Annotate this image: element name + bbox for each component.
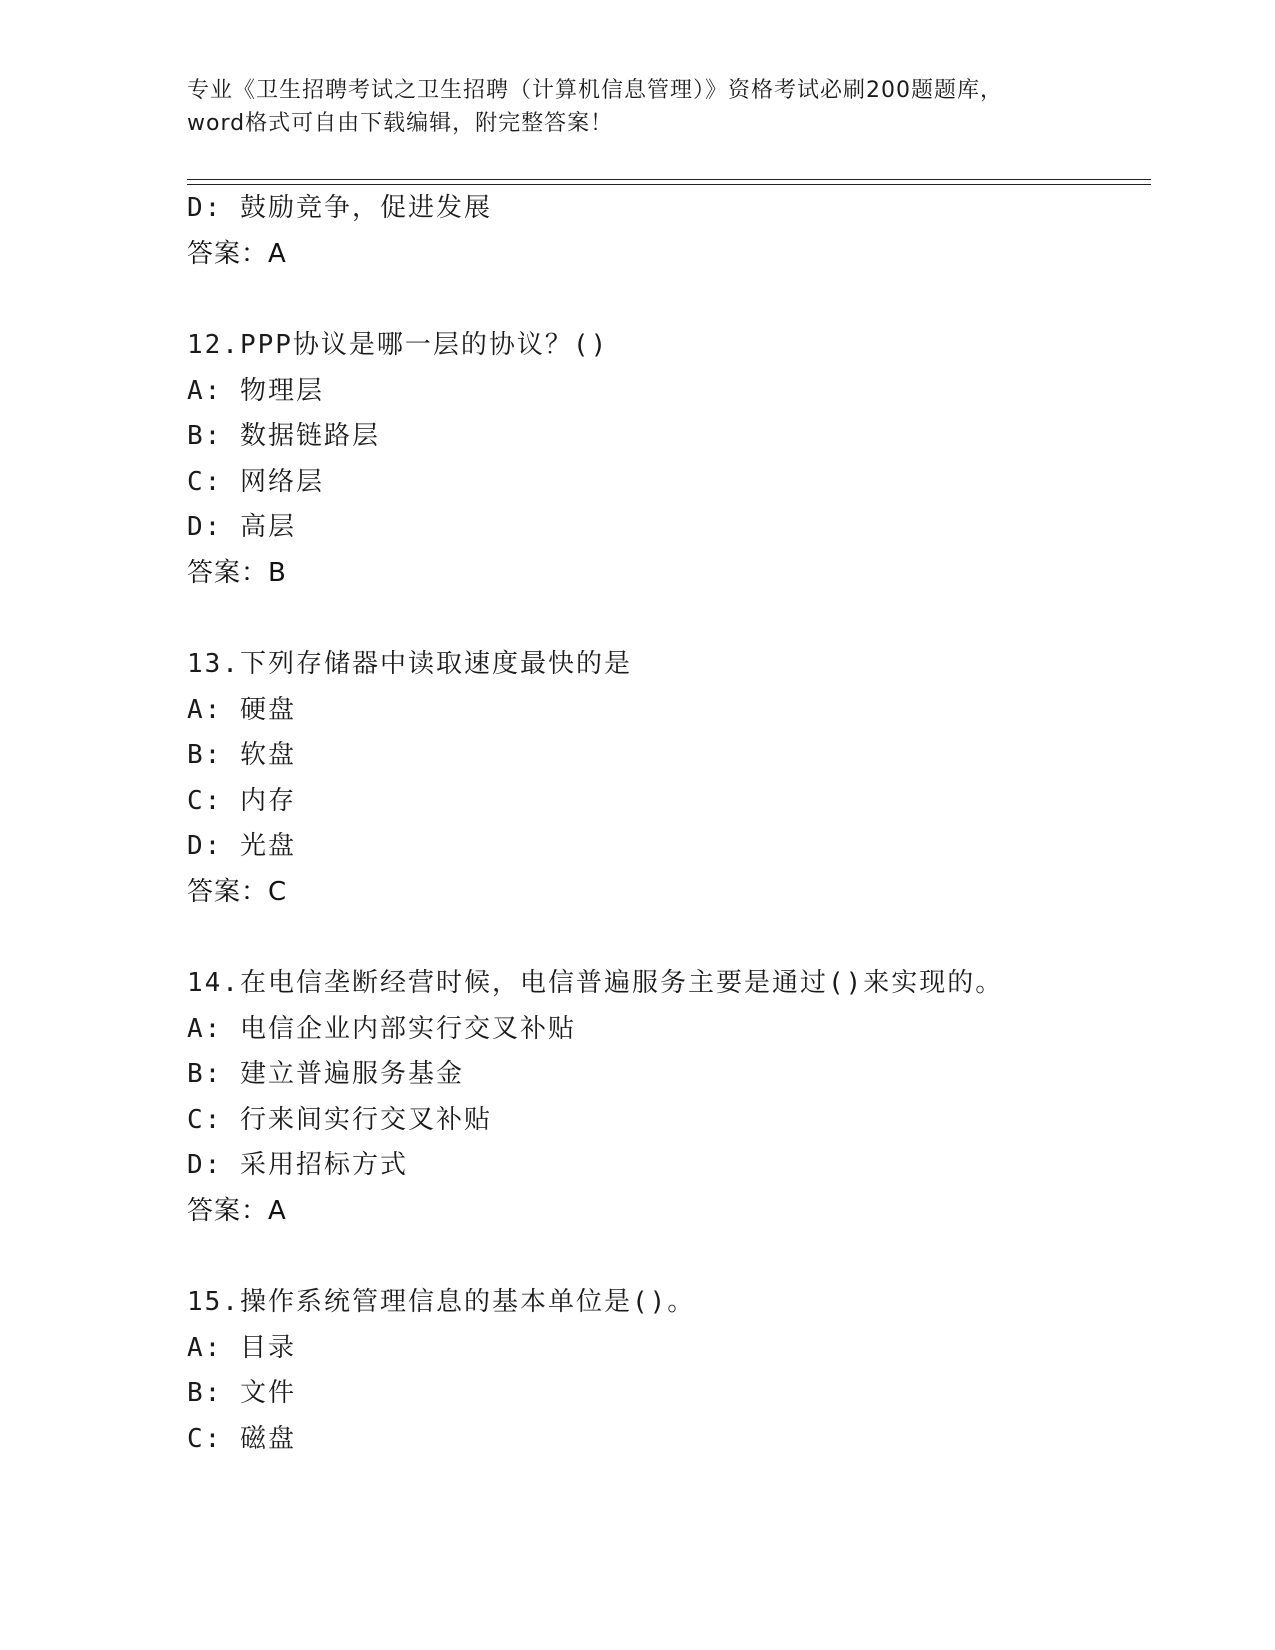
option-b: B: 文件 [187,1378,296,1408]
option-d: D: 高层 [187,512,296,542]
option-b: B: 建立普遍服务基金 [187,1059,464,1089]
option-a: A: 物理层 [187,375,324,406]
option-a: A: 目录 [187,1332,296,1363]
question-12 [187,323,1147,596]
answer-line: 答案：A [187,1195,287,1226]
option-b: B: 数据链路层 [187,421,380,451]
option-c: C: 内存 [187,785,296,816]
question-content [187,186,1147,1462]
option-c: C: 行来间实行交叉补贴 [187,1104,492,1135]
header-title-line-2: word格式可自由下载编辑，附完整答案！ [187,111,614,136]
question-stem: 15.操作系统管理信息的基本单位是()。 [187,1287,696,1317]
answer-line: 答案：C [187,876,288,907]
option-a: A: 电信企业内部实行交叉补贴 [187,1013,576,1044]
document-header [187,74,1087,140]
option-b: B: 软盘 [187,740,296,770]
header-divider-bottom [187,184,1151,185]
spacer [187,1234,1147,1280]
spacer [187,596,1147,642]
question-11-tail [187,186,1147,277]
question-stem: 14.在电信垄断经营时候，电信普遍服务主要是通过()来实现的。 [187,968,1004,998]
header-divider-top [187,179,1151,180]
question-stem: 13.下列存储器中读取速度最快的是 [187,649,632,679]
option-d: D: 光盘 [187,831,296,861]
option-d: D: 鼓励竞争，促进发展 [187,193,492,223]
question-13 [187,642,1147,915]
question-stem: 12.PPP协议是哪一层的协议？() [187,330,609,360]
answer-line: 答案：B [187,557,287,588]
spacer [187,277,1147,323]
option-c: C: 磁盘 [187,1423,296,1454]
option-d: D: 采用招标方式 [187,1150,408,1180]
question-14 [187,961,1147,1234]
option-c: C: 网络层 [187,466,324,497]
answer-line: 答案：A [187,238,287,269]
spacer [187,915,1147,961]
header-title-line-1: 专业《卫生招聘考试之卫生招聘（计算机信息管理）》资格考试必刷200题题库， [187,78,1003,103]
option-a: A: 硬盘 [187,694,296,725]
question-15 [187,1280,1147,1462]
